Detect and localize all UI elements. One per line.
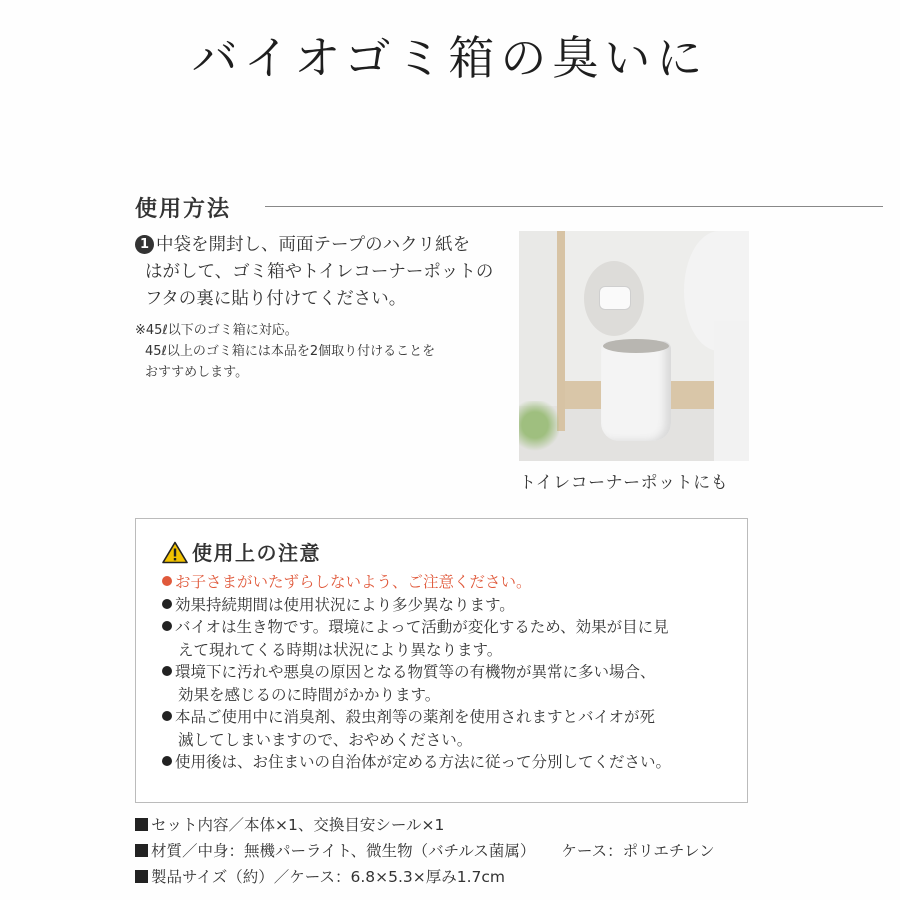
caution-item: 使用後は、お住まいの自治体が定める方法に従って分別してください。 (162, 751, 742, 774)
caution-item-continued: えて現れてくる時期は状況により異なります。 (178, 640, 503, 659)
step-line: 1 中袋を開封し、両面テープのハクリ紙を (135, 232, 515, 259)
step-line: フタの裏に貼り付けてください。 (145, 289, 407, 309)
note-line: 45ℓ以上のゴミ箱には本品を2個取り付けることを (145, 344, 436, 359)
deodorizer-device (599, 286, 631, 310)
caution-list (162, 571, 742, 774)
spec-size: 製品サイズ（約）／ケース：6.8×5.3×厚み1.7cm (135, 864, 715, 890)
warning-icon (162, 541, 188, 564)
note-line: おすすめします。 (145, 365, 249, 380)
product-specs (135, 812, 715, 890)
note-line: ※45ℓ以下のゴミ箱に対応。 (135, 323, 298, 338)
caution-heading: 使用上の注意 (192, 541, 321, 565)
caution-box (135, 518, 748, 803)
plant (519, 401, 559, 461)
spec-material: 材質／中身：無機パーライト、微生物（バチルス菌属） ケース：ポリエチレン (135, 838, 715, 864)
page-title: バイオゴミ箱の臭いに (191, 31, 709, 85)
caution-item: 本品ご使用中に消臭剤、殺虫剤等の薬剤を使用されますとバイオが死 (162, 706, 742, 729)
section-divider (265, 206, 883, 207)
usage-section-header (135, 192, 755, 222)
spec-case-material: ケース：ポリエチレン (561, 842, 715, 860)
caution-header (162, 537, 321, 565)
photo-caption: トイレコーナーポットにも (519, 473, 729, 493)
capacity-note (135, 320, 435, 383)
toilet-corner-pot-photo (519, 231, 749, 461)
step-line: はがして、ゴミ箱やトイレコーナーポットの (145, 262, 494, 282)
caution-item: バイオは生き物です。環境によって活動が変化するため、効果が目に見 (162, 616, 742, 639)
corner-pot (601, 341, 671, 441)
spec-set-contents: セット内容／本体×1、交換目安シール×1 (135, 812, 715, 838)
step-number-badge: 1 (135, 235, 154, 254)
usage-heading: 使用方法 (135, 197, 232, 222)
caution-item: 環境下に汚れや悪臭の原因となる物質等の有機物が異常に多い場合、 (162, 661, 742, 684)
caution-item-continued: 滅してしまいますので、おやめください。 (178, 730, 473, 749)
usage-step-1 (135, 232, 515, 313)
caution-item-continued: 効果を感じるのに時間がかかります。 (178, 685, 441, 704)
caution-item: 効果持続期間は使用状況により多少異なります。 (162, 594, 742, 617)
caution-item: お子さまがいたずらしないよう、ご注意ください。 (162, 571, 742, 594)
